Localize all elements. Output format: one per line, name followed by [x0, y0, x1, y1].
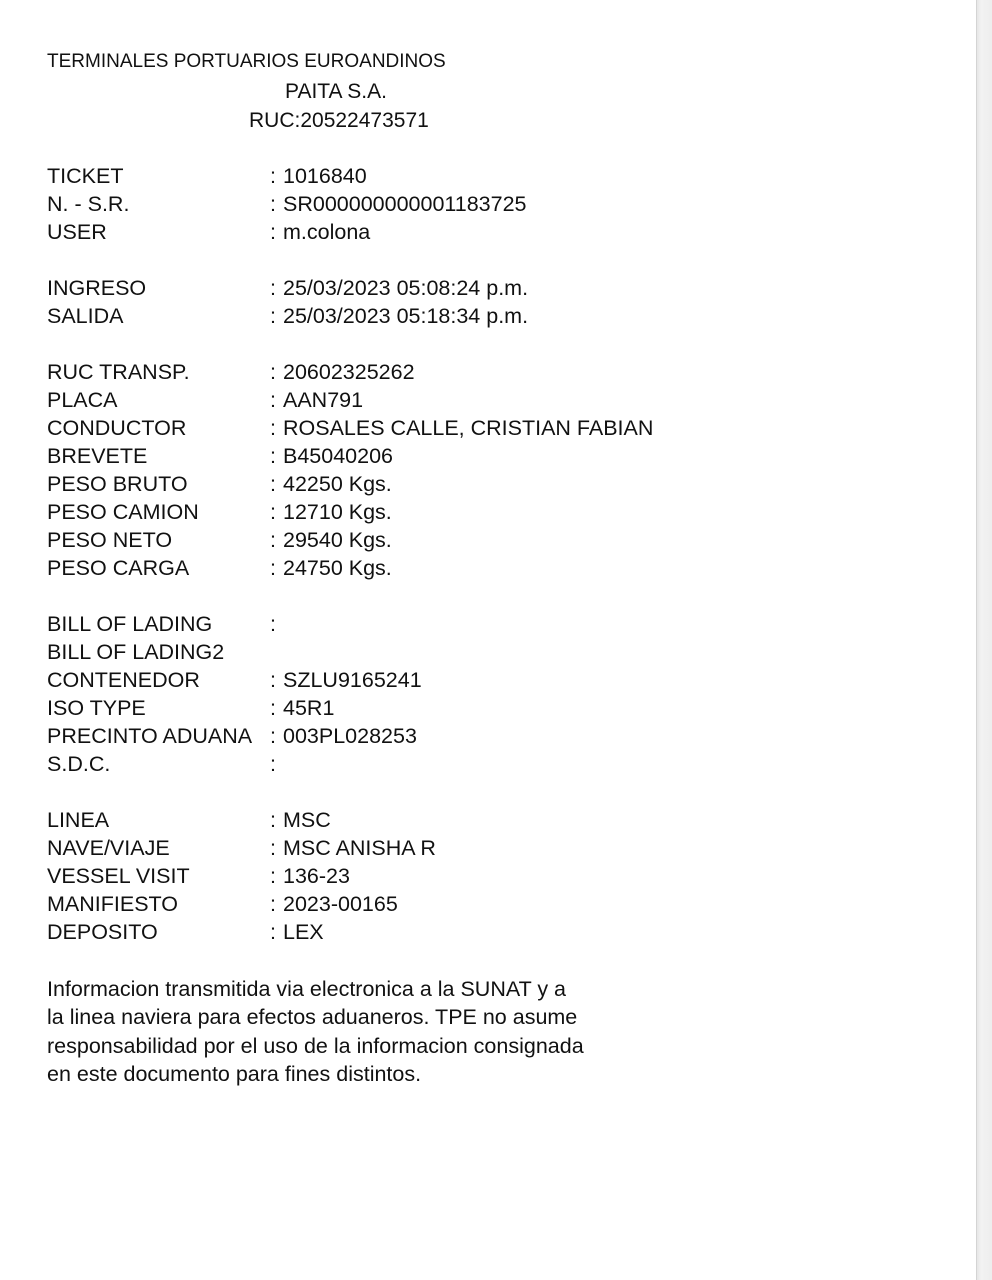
- field-label: CONDUCTOR: [47, 416, 187, 440]
- field-separator: :: [270, 500, 276, 524]
- field-label: CONTENEDOR: [47, 668, 200, 692]
- field-label: DEPOSITO: [47, 920, 158, 944]
- field-row-sdc: [0, 750, 960, 778]
- field-separator: :: [270, 472, 276, 496]
- field-value: 25/03/2023 05:08:24 p.m.: [283, 276, 529, 300]
- field-separator: :: [270, 836, 276, 860]
- field-label: N. - S.R.: [47, 192, 130, 216]
- field-separator: :: [270, 276, 276, 300]
- field-row-iso-type: [0, 694, 960, 722]
- field-row-contenedor: [0, 666, 960, 694]
- field-label: MANIFIESTO: [47, 892, 179, 916]
- field-label: PESO NETO: [47, 528, 173, 552]
- field-row-salida: [0, 302, 960, 330]
- field-label: PESO CARGA: [47, 556, 190, 580]
- field-label: PESO BRUTO: [47, 472, 188, 496]
- field-row-ticket: [0, 162, 960, 190]
- field-value: MSC ANISHA R: [283, 836, 436, 860]
- field-row-conductor: [0, 414, 960, 442]
- company-name: TERMINALES PORTUARIOS EUROANDINOS: [47, 51, 446, 72]
- field-separator: :: [270, 192, 276, 216]
- field-row-bill-of-lading: [0, 610, 960, 638]
- field-label: LINEA: [47, 808, 110, 832]
- field-value: LEX: [283, 920, 324, 944]
- field-label: S.D.C.: [47, 752, 111, 776]
- field-value: 25/03/2023 05:18:34 p.m.: [283, 304, 529, 328]
- field-label: NAVE/VIAJE: [47, 836, 170, 860]
- field-label: ISO TYPE: [47, 696, 146, 720]
- disclaimer-paragraph: [47, 975, 647, 1088]
- field-label: PRECINTO ADUANA: [47, 724, 253, 748]
- field-label: SALIDA: [47, 304, 124, 328]
- field-value: 1016840: [283, 164, 367, 188]
- field-row-peso-camion: [0, 498, 960, 526]
- field-value: MSC: [283, 808, 331, 832]
- field-label: TICKET: [47, 164, 124, 188]
- page-edge-shadow: [976, 0, 992, 1280]
- field-separator: :: [270, 920, 276, 944]
- field-row-nave-viaje: [0, 834, 960, 862]
- field-row-user: [0, 218, 960, 246]
- field-value: 136-23: [283, 864, 350, 888]
- field-label: BILL OF LADING2: [47, 640, 225, 664]
- field-label: BILL OF LADING: [47, 612, 213, 636]
- field-row-peso-bruto: [0, 470, 960, 498]
- field-value: SZLU9165241: [283, 668, 422, 692]
- field-row-ruc-transp: [0, 358, 960, 386]
- field-separator: :: [270, 220, 276, 244]
- disclaimer-line: Informacion transmitida via electronica a la SUNAT y a: [47, 977, 567, 1001]
- field-row-deposito: [0, 918, 960, 946]
- field-separator: :: [270, 528, 276, 552]
- field-label: RUC TRANSP.: [47, 360, 190, 384]
- field-separator: :: [270, 668, 276, 692]
- field-label: INGRESO: [47, 276, 147, 300]
- field-row-brevete: [0, 442, 960, 470]
- field-value: SR000000000001183725: [283, 192, 527, 216]
- field-separator: :: [270, 164, 276, 188]
- field-label: USER: [47, 220, 107, 244]
- field-label: VESSEL VISIT: [47, 864, 190, 888]
- field-separator: :: [270, 388, 276, 412]
- field-separator: :: [270, 612, 276, 636]
- field-label: BREVETE: [47, 444, 148, 468]
- disclaimer-line: responsabilidad por el uso de la informacion consignada: [47, 1033, 584, 1058]
- field-value: 12710 Kgs.: [283, 500, 392, 524]
- field-separator: :: [270, 752, 276, 776]
- field-row-peso-neto: [0, 526, 960, 554]
- field-separator: :: [270, 416, 276, 440]
- field-row-peso-carga: [0, 554, 960, 582]
- field-value: 45R1: [283, 696, 335, 720]
- field-row-bill-of-lading2: [0, 638, 960, 666]
- field-value: 42250 Kgs.: [283, 472, 392, 496]
- field-value: ROSALES CALLE, CRISTIAN FABIAN: [283, 416, 654, 440]
- field-separator: :: [270, 304, 276, 328]
- field-separator: :: [270, 864, 276, 888]
- field-value: B45040206: [283, 444, 393, 468]
- field-row-linea: [0, 806, 960, 834]
- field-row-ingreso: [0, 274, 960, 302]
- field-separator: :: [270, 444, 276, 468]
- field-value: 003PL028253: [283, 724, 417, 748]
- field-value: AAN791: [283, 388, 364, 412]
- company-name-suffix: PAITA S.A.: [285, 80, 387, 103]
- field-row-nsr: [0, 190, 960, 218]
- field-separator: :: [270, 892, 276, 916]
- disclaimer-line: la linea naviera para efectos aduaneros. TPE no asume: [47, 1005, 578, 1030]
- field-row-vessel-visit: [0, 862, 960, 890]
- field-value: 24750 Kgs.: [283, 556, 392, 580]
- field-value: 29540 Kgs.: [283, 528, 392, 552]
- field-row-manifiesto: [0, 890, 960, 918]
- field-separator: :: [270, 360, 276, 384]
- field-row-precinto-aduana: [0, 722, 960, 750]
- field-separator: :: [270, 724, 276, 748]
- field-separator: :: [270, 696, 276, 720]
- field-row-placa: [0, 386, 960, 414]
- field-label: PLACA: [47, 388, 118, 412]
- company-ruc: RUC:20522473571: [249, 109, 429, 132]
- field-value: 2023-00165: [283, 892, 398, 916]
- disclaimer-line: en este documento para fines distintos.: [47, 1061, 422, 1086]
- field-value: m.colona: [283, 220, 371, 244]
- field-value: 20602325262: [283, 360, 415, 384]
- field-separator: :: [270, 808, 276, 832]
- field-separator: :: [270, 556, 276, 580]
- field-label: PESO CAMION: [47, 500, 199, 524]
